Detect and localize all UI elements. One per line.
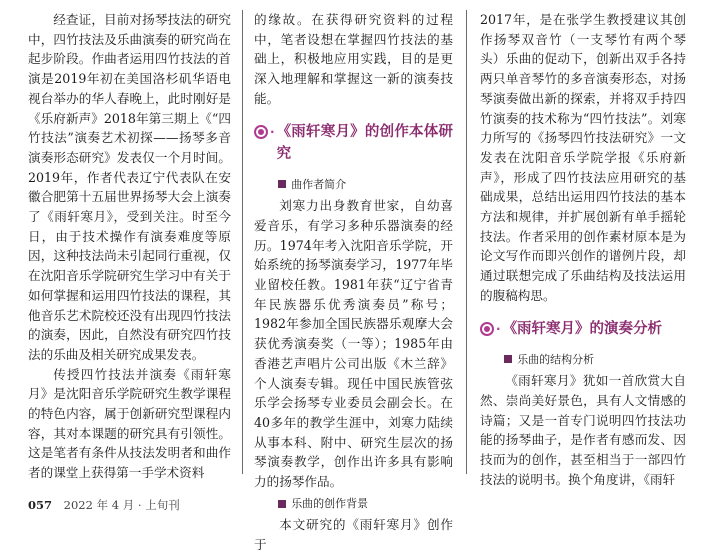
text-column-1	[28, 10, 231, 483]
paragraph: 2017年，是在张学生教授建议其创作扬琴双音竹（一支琴竹有两个琴头）乐曲的促动下，创新出双手各持两只单音琴竹的多音演奏形态，对扬琴演奏做出新的探索，并将双手持四竹演奏的技术称为“四竹技法”。刘寒力所写的《扬琴四竹技法研究》一文发表在沈阳音乐学院学报《乐府新声》，形成了四竹技法应用研究的基础成果，总结出运用四竹技法的基本方法和规律，并扩展创新有单手摇轮技法。作者采用的创作素材原本是为论文写作而即兴创作的谱例片段，却通过联想完成了乐曲结构及技法运用的腹稿构思。	[480, 12, 686, 303]
column-divider	[466, 10, 467, 474]
section-title: 《雨轩寒月》的创作本体研究	[276, 123, 453, 162]
sub-heading	[278, 175, 453, 195]
sub-heading	[278, 494, 453, 514]
issue-info: 2022 年 4 月 · 上旬刊	[63, 498, 180, 512]
column-divider	[242, 10, 243, 474]
page-number: 057	[28, 498, 53, 512]
dot-icon: ·	[270, 124, 275, 139]
paragraph: 《雨轩寒月》犹如一首欣赏大自然、崇尚美好景色，具有人文情感的诗篇；又是一首专门说明四竹技法功能的扬琴曲子，是作者有感而发、因技而为的创作，甚至相当于一部四竹技法的说明书。换个角度讲，《雨轩	[480, 373, 686, 487]
square-bullet-icon	[504, 355, 512, 363]
paragraph: 传授四竹技法并演奏《雨轩寒月》是沈阳音乐学院研究生教学课程的特色内容，属于创新研究型课程内容，其对本课题的研究具有引领性。这是笔者有条件从技法发明者和曲作者的课堂上获得第一手学术资料	[28, 366, 231, 481]
section-heading	[480, 318, 686, 340]
paragraph: 刘寒力出身教育世家，自幼喜爱音乐，有学习多种乐器演奏的经历。1974年考入沈阳音乐学院，开始系统的扬琴演奏学习，1977年毕业留校任教。1981年获“辽宁省青年民族器乐优秀演奏员”称号；1982年参加全国民族器乐观摩大会获优秀演奏奖（一等）；1985年由香港艺声唱片公司出版《木兰辞》个人演奏专辑。现任中国民族管弦乐学会扬琴专业委员会副会长。在40多年的教学生涯中，刘寒力陆续从事本科、附中、研究生层次的扬琴演奏教学，创作出许多具有影响力的扬琴作品。	[254, 198, 453, 490]
section-title: 《雨轩寒月》的演奏分析	[502, 320, 663, 337]
bullet-ring-icon	[480, 322, 494, 336]
square-bullet-icon	[278, 180, 286, 188]
sub-heading-text: 乐曲的结构分析	[517, 352, 595, 366]
text-column-2	[254, 10, 453, 555]
sub-heading-text: 曲作者简介	[291, 177, 347, 191]
paragraph: 经查证，目前对扬琴技法的研究中，四竹技法及乐曲演奏的研究尚在起步阶段。作曲者运用四竹技法的首演是2019年初在美国洛杉矶华语电视台举办的华人春晚上，此时刚好是《乐府新声》2018年第三期上《“四竹技法”演奏艺术初探——扬琴多音演奏形态研究》发表仅一个月时间。2019年，作者代表辽宁代表队在安徽合肥第十五届世界扬琴大会上演奏了《雨轩寒月》，受到关注。时至今日，由于技术操作有演奏难度等原因，这种技法尚未引起同行重视，仅在沈阳音乐学院研究生学习中有关于如何掌握和运用四竹技法的课程，其他音乐艺术院校还没有出现四竹技法的演奏，因此，自然没有研究四竹技法的乐曲及相关研究成果发表。	[28, 12, 231, 362]
dot-icon: ·	[496, 321, 501, 336]
sub-heading-text: 乐曲的创作背景	[291, 496, 369, 510]
page-footer	[28, 497, 180, 513]
text-column-3	[480, 10, 686, 489]
sub-heading	[504, 350, 686, 370]
paragraph: 的缘故。在获得研究资料的过程中，笔者设想在掌握四竹技法的基础上，积极地应用实践，目的是更深入地理解和掌握这一新的演奏技能。	[254, 12, 453, 106]
bullet-ring-icon	[254, 125, 268, 139]
square-bullet-icon	[278, 500, 286, 508]
section-heading	[254, 121, 453, 165]
paragraph: 本文研究的《雨轩寒月》创作于	[254, 517, 453, 553]
